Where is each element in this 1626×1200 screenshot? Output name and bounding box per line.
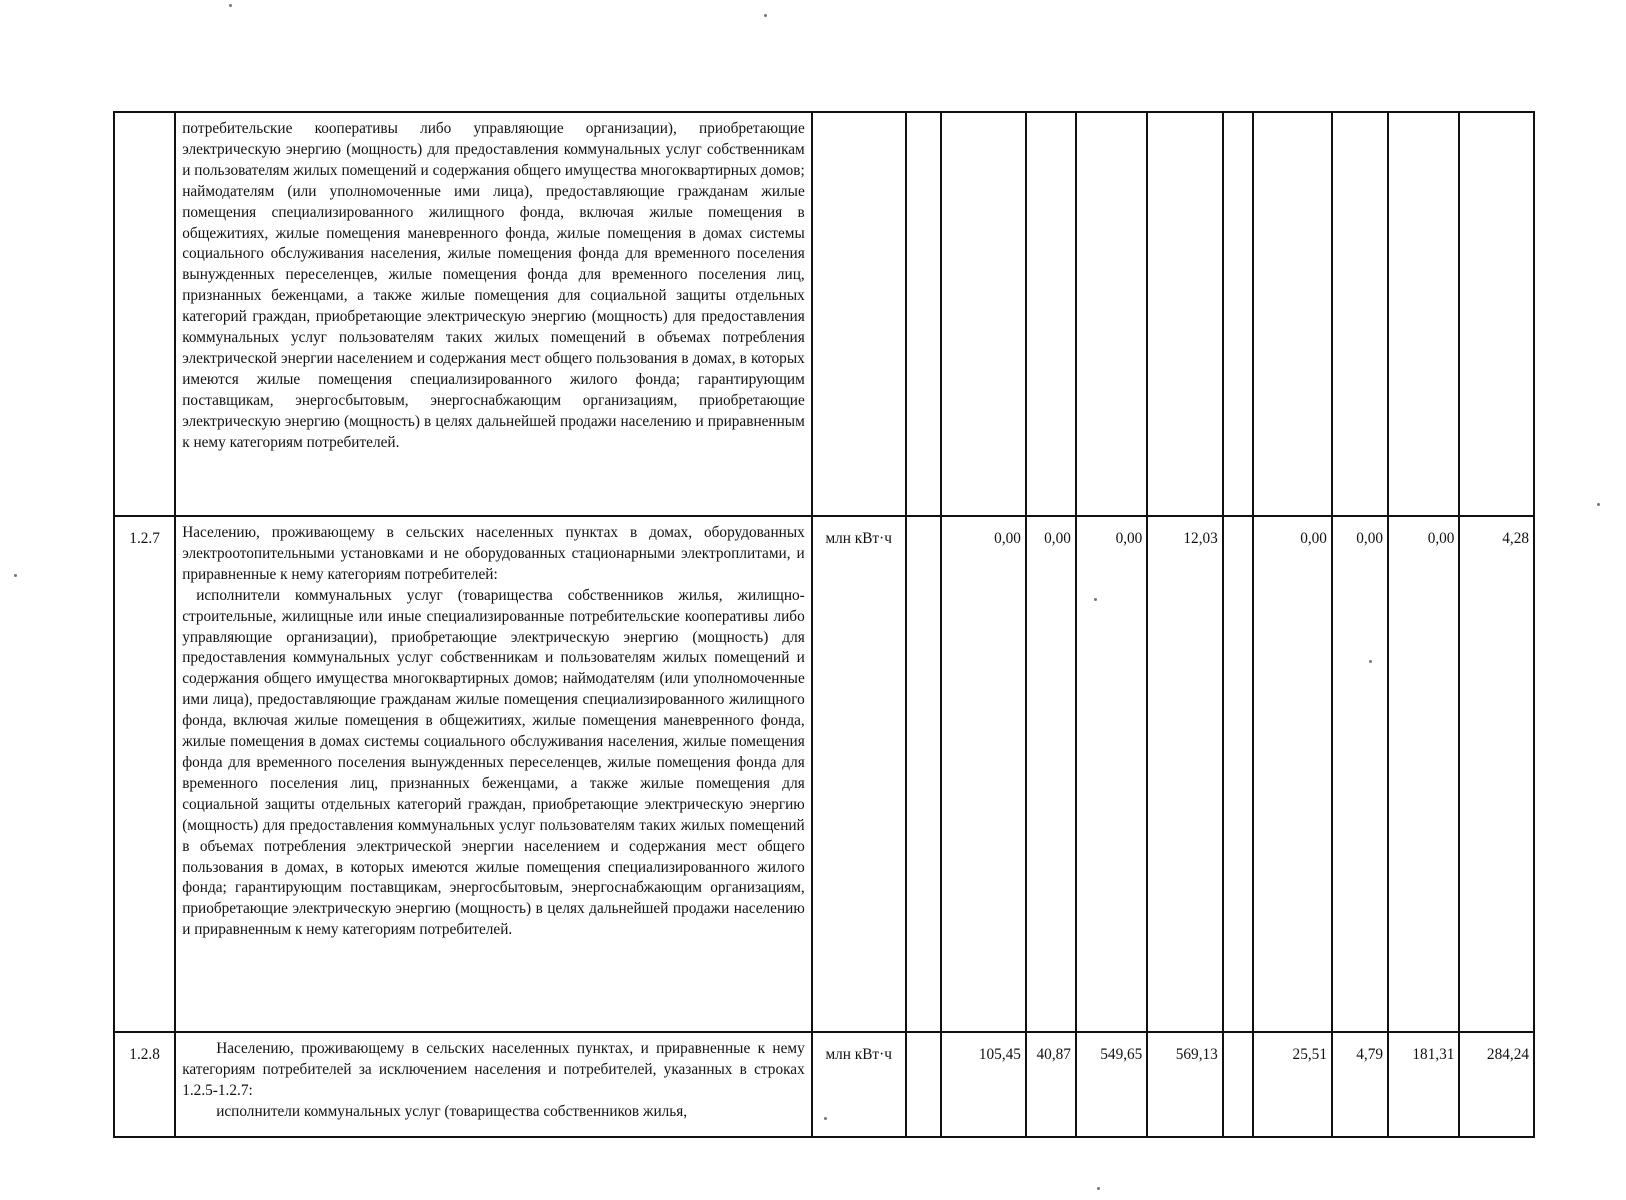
- value-cell: [1223, 516, 1254, 1032]
- scan-speck: [1094, 598, 1097, 601]
- value-cell: 12,03: [1147, 516, 1222, 1032]
- scan-speck: [1097, 1187, 1100, 1190]
- value-cell: 569,13: [1147, 1032, 1222, 1137]
- unit-cell: млн кВт·ч: [812, 1032, 906, 1137]
- value-cell: 0,00: [941, 516, 1026, 1032]
- scan-speck: [824, 1117, 827, 1120]
- value-cell: 549,65: [1076, 1032, 1147, 1137]
- row-number: 1.2.7: [114, 516, 175, 1032]
- value-cell: 40,87: [1026, 1032, 1076, 1137]
- row-description-detail: исполнители коммунальных услуг (товарищества собственников жилья, жилищно-строительные, жилищные или иные специализированные потребительские кооперативы либо управляющие организации), приобретающие электрическую энергию (мощность) для предоставления коммунальных услуг собственникам и пользователям жилых помещений и содержания общего имущества многоквартирных домов; наймодателям (или уполномоченные ими лица), предоставляющие гражданам жилые помещения специализированного жилищного фонда, включая жилые помещения в общежитиях, жилые помещения маневренного фонда, жилые помещения в домах системы социального обслуживания населения, жилые помещения фонда для временного поселения вынужденных переселенцев, жилые помещения фонда для временного поселения лиц, признанных беженцами, а также жилые помещения для социальной защиты отдельных категорий граждан, приобретающие электрическую энергию (мощность) для предоставления коммунальных услуг пользователям таких жилых помещений в объемах потребления электрической энергии населением и содержания мест общего пользования в домах, в которых имеются жилые помещения специализированного жилого фонда; гарантирующим поставщикам, энергосбытовым, энергоснабжающим организациям, приобретающие электрическую энергию (мощность) в целях дальнейшей продажи населению и приравненным к нему категориям потребителей.: [182, 586, 805, 939]
- tariff-volume-table: [113, 111, 1535, 1138]
- row-number-cell: [114, 112, 175, 516]
- value-cell: [1253, 112, 1332, 516]
- value-cell: 0,00: [1076, 516, 1147, 1032]
- value-cell: 0,00: [1332, 516, 1388, 1032]
- scan-speck: [764, 14, 767, 17]
- value-cell: 284,24: [1459, 1032, 1534, 1137]
- value-cell: 4,79: [1332, 1032, 1388, 1137]
- value-cell: 0,00: [1253, 516, 1332, 1032]
- value-cell: 0,00: [1026, 516, 1076, 1032]
- scan-speck: [1597, 503, 1600, 506]
- value-cell: [1459, 112, 1534, 516]
- row-description-heading: Населению, проживающему в сельских населенных пунктах, и приравненные к нему категориям потребителей за исключением населения и потребителей, указанных в строках 1.2.5-1.2.7:: [182, 1040, 805, 1099]
- value-cell: [906, 516, 942, 1032]
- row-description-detail: исполнители коммунальных услуг (товарищества собственников жилья,: [216, 1102, 688, 1120]
- row-description-text: потребительские кооперативы либо управляющие организации), приобретающие электрическую энергию (мощность) для предоставления коммунальных услуг собственникам и пользователям жилых помещений и содержания общего имущества многоквартирных домов; наймодателям (или уполномоченные ими лица), предоставляющие гражданам жилые помещения специализированного жилищного фонда, включая жилые помещения в общежитиях, жилые помещения маневренного фонда, жилые помещения в домах системы социального обслуживания населения, жилые помещения фонда для временного поселения вынужденных переселенцев, жилые помещения фонда для временного поселения лиц, признанных беженцами, а также жилые помещения для социальной защиты отдельных категорий граждан, приобретающие электрическую энергию (мощность) для предоставления коммунальных услуг пользователям таких жилых помещений в объемах потребления электрической энергии населением и содержания мест общего пользования в домах, в которых имеются жилые помещения специализированного жилого фонда; гарантирующим поставщикам, энергосбытовым, энергоснабжающим организациям, приобретающие электрическую энергию (мощность) в целях дальнейшей продажи населению и приравненным к нему категориям потребителей.: [182, 120, 805, 451]
- value-cell: 181,31: [1388, 1032, 1459, 1137]
- value-cell: [941, 112, 1026, 516]
- value-cell: [1223, 112, 1254, 516]
- value-cell: [1026, 112, 1076, 516]
- row-description-cell: [175, 1032, 812, 1137]
- value-cell: [906, 112, 942, 516]
- row-description-cell: [175, 112, 812, 516]
- value-cell: 0,00: [1388, 516, 1459, 1032]
- scan-speck: [229, 4, 232, 7]
- row-number: 1.2.8: [114, 1032, 175, 1137]
- unit-cell: [812, 112, 906, 516]
- value-cell: [1332, 112, 1388, 516]
- row-description-cell: [175, 516, 812, 1032]
- value-cell: [1388, 112, 1459, 516]
- value-cell: 105,45: [941, 1032, 1026, 1137]
- value-cell: [1147, 112, 1222, 516]
- value-cell: 4,28: [1459, 516, 1534, 1032]
- value-cell: [906, 1032, 942, 1137]
- table-row-1-2-8: [114, 1032, 1534, 1137]
- row-description-heading: Населению, проживающему в сельских населенных пунктах в домах, оборудованных электроотопительными установками и не оборудованных стационарными электроплитами, и приравненные к нему категориям потребителей:: [182, 524, 805, 583]
- scan-speck: [1369, 660, 1372, 663]
- value-cell: 25,51: [1253, 1032, 1332, 1137]
- table-row-continued: [114, 112, 1534, 516]
- scan-speck: [14, 574, 17, 577]
- unit-cell: млн кВт·ч: [812, 516, 906, 1032]
- value-cell: [1223, 1032, 1254, 1137]
- table-row-1-2-7: [114, 516, 1534, 1032]
- value-cell: [1076, 112, 1147, 516]
